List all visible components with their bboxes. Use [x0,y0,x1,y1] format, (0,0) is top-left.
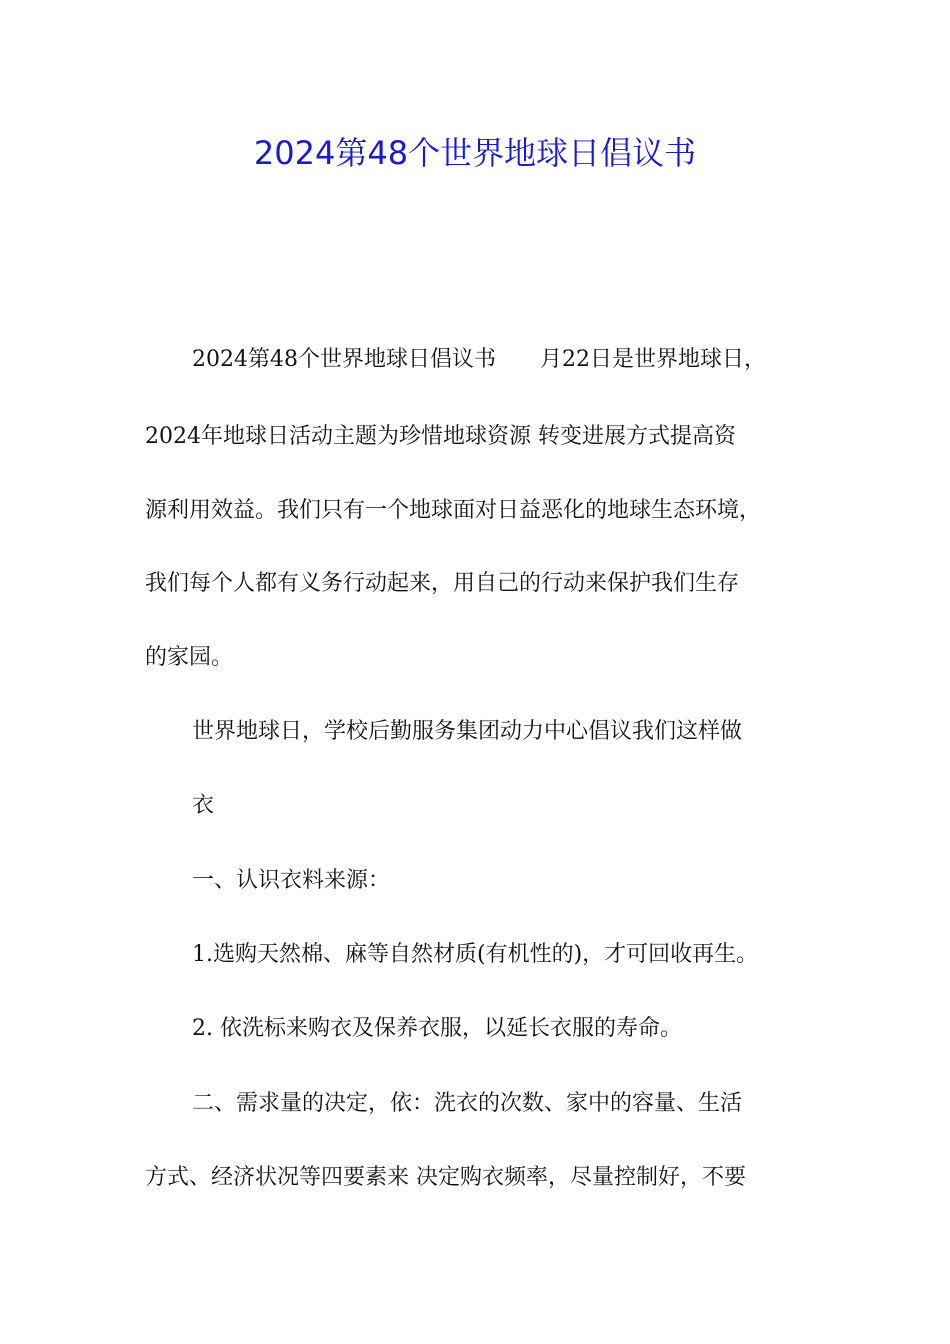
paragraph-line: 源利用效益。我们只有一个地球面对日益恶化的地球生态环境， [145,498,762,523]
list-item: 2. 依洗标来购衣及保养衣服，以延长衣服的寿命。 [192,1016,682,1041]
section-heading: 衣 [192,793,215,818]
paragraph-line: 世界地球日，学校后勤服务集团动力中心倡议我们这样做 [192,719,743,744]
list-heading: 一、认识衣料来源： [192,868,391,893]
paragraph-line: 二、需求量的决定，依：洗衣的次数、家中的容量、生活 [192,1091,743,1116]
document-title: 2024第48个世界地球日倡议书 [253,134,697,172]
paragraph-line: 2024年地球日活动主题为珍惜地球资源 转变进展方式提高资 [145,424,736,449]
paragraph-line: 方式、经济状况等四要素来 决定购衣频率，尽量控制好，不要 [145,1165,746,1190]
paragraph-line: 2024第48个世界地球日倡议书 月22日是世界地球日， [192,347,766,372]
paragraph-line: 的家园。 [145,645,234,670]
paragraph-line: 我们每个人都有义务行动起来，用自己的行动来保护我们生存 [145,571,740,596]
list-item: 1.选购天然棉、麻等自然材质(有机性的)，才可回收再生。 [192,942,759,967]
